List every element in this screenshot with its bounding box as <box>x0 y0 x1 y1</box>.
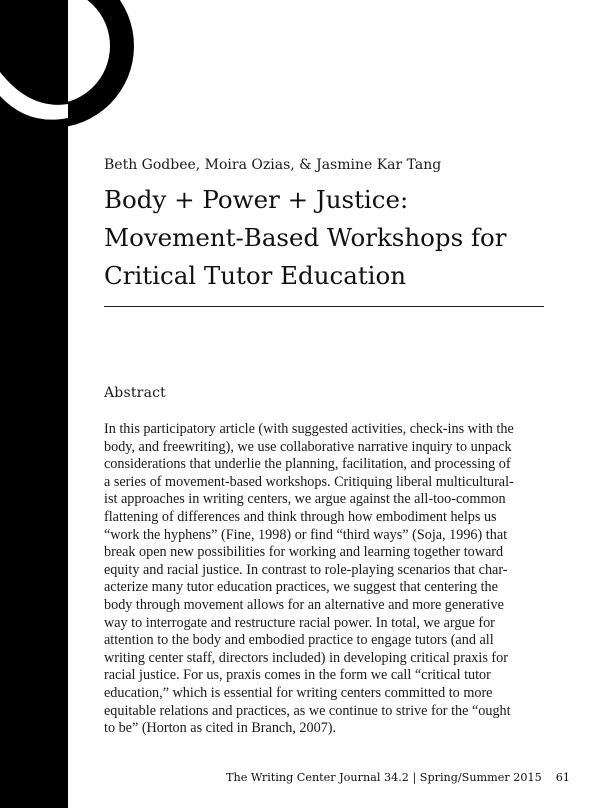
abstract-line: break open new possibilities for working and learning together toward <box>104 544 504 561</box>
abstract-line: considerations that underlie the planning, facilitation, and processing of <box>104 456 511 473</box>
ring-band-fill <box>0 0 68 111</box>
abstract-line: equity and racial justice. In contrast to role-playing scenarios that char- <box>104 561 508 578</box>
ring-arc-inner <box>0 0 110 104</box>
abstract-line: body, and freewriting), we use collaborative narrative inquiry to unpack <box>104 438 512 455</box>
abstract-line: In this participatory article (with suggested activities, check-ins with the <box>104 421 514 437</box>
title-line-1: Body + Power + Justice: <box>104 185 409 214</box>
title-line-3: Critical Tutor Education <box>104 261 407 290</box>
abstract-line: flattening of differences and think through how embodiment helps us <box>104 508 497 525</box>
page-number: 61 <box>555 771 570 784</box>
abstract-body <box>104 421 548 738</box>
abstract-line: education,” which is essential for writing centers committed to more <box>104 684 493 701</box>
abstract-heading: Abstract <box>104 385 166 401</box>
ring-arc-outer <box>0 0 134 128</box>
abstract-line: racial justice. For us, praxis comes in the form we call “critical tutor <box>104 667 491 684</box>
abstract-line: to be” (Horton as cited in Branch, 2007). <box>104 720 337 737</box>
journal-citation: The Writing Center Journal 34.2 | Spring/Summer 2015 <box>226 771 542 784</box>
abstract-line: “work the hyphens” (Fine, 1998) or find “third ways” (Soja, 1996) that <box>104 526 508 543</box>
band-white-crescent <box>0 72 68 120</box>
abstract-line: equitable relations and practices, as we continue to strive for the “ought <box>104 702 511 719</box>
abstract-line: a series of movement-based workshops. Critiquing liberal multicultural- <box>104 473 514 490</box>
title-line-2: Movement-Based Workshops for <box>104 223 507 252</box>
abstract-line: body through movement allows for an alternative and more generative <box>104 596 504 613</box>
abstract-line: acterize many tutor education practices, we suggest that centering the <box>104 579 498 596</box>
abstract-line: ist approaches in writing centers, we argue against the all-too-common <box>104 491 506 508</box>
article-title <box>104 181 554 295</box>
article-authors: Beth Godbee, Moira Ozias, & Jasmine Kar Tang <box>104 157 442 173</box>
abstract-line: writing center staff, directors included) in developing critical praxis for <box>104 649 508 666</box>
abstract-line: way to interrogate and restructure racial power. In total, we argue for <box>104 614 495 631</box>
abstract-line: attention to the body and embodied practice to engage tutors (and all <box>104 632 494 649</box>
title-divider <box>104 306 544 307</box>
page-footer <box>226 770 570 786</box>
left-black-band <box>0 0 68 808</box>
